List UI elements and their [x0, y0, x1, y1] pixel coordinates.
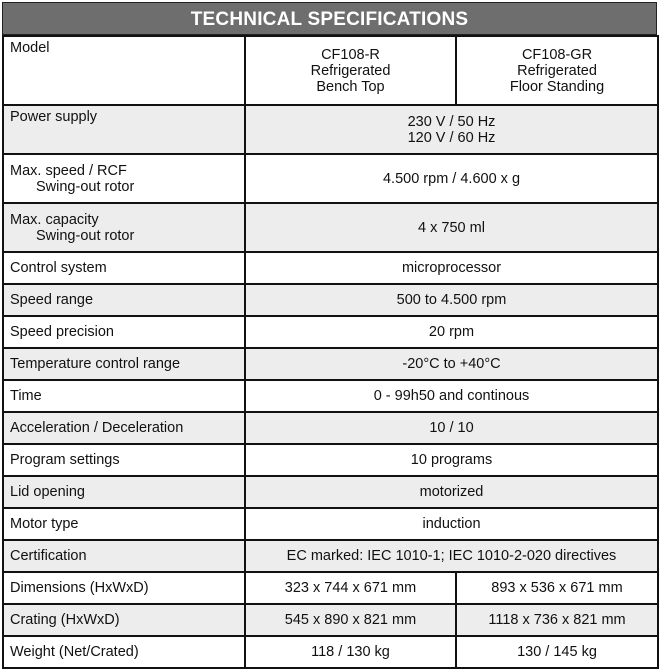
row-label-main: Max. speed / RCF	[10, 162, 127, 179]
row-label: Program settings	[3, 444, 245, 476]
row-label: Power supply	[3, 105, 245, 154]
spec-sheet	[2, 2, 657, 669]
table-row	[3, 348, 658, 380]
row-label: Model	[3, 36, 245, 105]
table-row	[3, 284, 658, 316]
row-value: -20°C to +40°C	[245, 348, 658, 380]
row-label: Control system	[3, 252, 245, 284]
table-row-power	[3, 105, 658, 154]
model-format: Floor Standing	[509, 78, 605, 95]
model-cell-1	[245, 36, 456, 105]
table-row-speed	[3, 154, 658, 203]
row-value: 10 programs	[245, 444, 658, 476]
row-value-2: 130 / 145 kg	[456, 636, 658, 668]
table-row	[3, 380, 658, 412]
table-row	[3, 412, 658, 444]
row-label-main: Max. capacity	[10, 211, 99, 228]
row-value: EC marked: IEC 1010-1; IEC 1010-2-020 directives	[245, 540, 658, 572]
row-value: 10 / 10	[245, 412, 658, 444]
model-name: CF108-R	[321, 46, 380, 63]
row-label: Temperature control range	[3, 348, 245, 380]
row-value: 500 to 4.500 rpm	[245, 284, 658, 316]
power-value: 230 V / 50 Hz	[407, 113, 496, 130]
row-label-sub: Swing-out rotor	[36, 178, 135, 195]
spec-table	[2, 35, 659, 669]
row-label: Speed precision	[3, 316, 245, 348]
row-value-2: 893 x 536 x 671 mm	[456, 572, 658, 604]
table-row	[3, 252, 658, 284]
row-value: motorized	[245, 476, 658, 508]
model-cell-2	[456, 36, 658, 105]
model-type: Refrigerated	[310, 62, 391, 79]
row-label	[3, 203, 245, 252]
table-row-split	[3, 572, 658, 604]
page-title: TECHNICAL SPECIFICATIONS	[2, 2, 657, 35]
row-value: 4 x 750 ml	[245, 203, 658, 252]
row-value: 20 rpm	[245, 316, 658, 348]
table-row	[3, 508, 658, 540]
table-row	[3, 476, 658, 508]
row-label: Motor type	[3, 508, 245, 540]
row-value-1: 545 x 890 x 821 mm	[245, 604, 456, 636]
table-row-model	[3, 36, 658, 105]
row-value: 4.500 rpm / 4.600 x g	[245, 154, 658, 203]
table-row	[3, 316, 658, 348]
row-label: Certification	[3, 540, 245, 572]
row-label: Lid opening	[3, 476, 245, 508]
table-row-split	[3, 636, 658, 668]
row-value-1: 323 x 744 x 671 mm	[245, 572, 456, 604]
model-format: Bench Top	[316, 78, 385, 95]
row-value	[245, 105, 658, 154]
table-row	[3, 540, 658, 572]
row-label	[3, 154, 245, 203]
row-label: Time	[3, 380, 245, 412]
row-value: microprocessor	[245, 252, 658, 284]
row-label: Acceleration / Deceleration	[3, 412, 245, 444]
row-value: induction	[245, 508, 658, 540]
row-label: Speed range	[3, 284, 245, 316]
row-value-1: 118 / 130 kg	[245, 636, 456, 668]
row-value: 0 - 99h50 and continous	[245, 380, 658, 412]
table-row-split	[3, 604, 658, 636]
row-label: Dimensions (HxWxD)	[3, 572, 245, 604]
model-type: Refrigerated	[517, 62, 597, 79]
power-value: 120 V / 60 Hz	[407, 129, 496, 146]
table-row	[3, 444, 658, 476]
table-row-capacity	[3, 203, 658, 252]
model-name: CF108-GR	[521, 46, 593, 63]
row-label: Crating (HxWxD)	[3, 604, 245, 636]
row-value-2: 1118 x 736 x 821 mm	[456, 604, 658, 636]
row-label-sub: Swing-out rotor	[36, 227, 135, 244]
row-label: Weight (Net/Crated)	[3, 636, 245, 668]
